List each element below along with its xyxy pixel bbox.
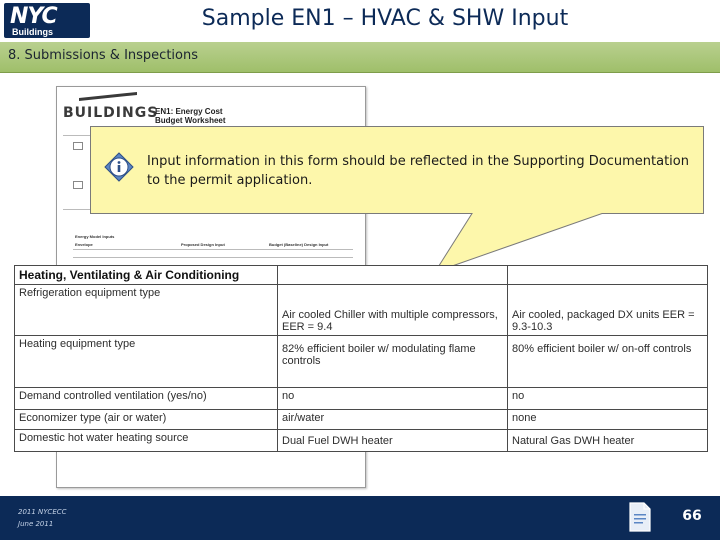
row-label: Refrigeration equipment type [15, 285, 278, 336]
table-row [15, 336, 708, 388]
page-number: 66 [682, 508, 702, 524]
footer-date: June 2011 [18, 520, 54, 528]
table-heading: Heating, Ventilating & Air Conditioning [15, 266, 278, 285]
proposed-value: air/water [278, 410, 508, 430]
worksheet-logo: BUILDINGS [63, 105, 159, 121]
baseline-value: none [508, 410, 708, 430]
info-icon [104, 152, 134, 182]
callout-shape [90, 126, 704, 276]
proposed-value: no [278, 388, 508, 410]
baseline-value: no [508, 388, 708, 410]
slide-footer [0, 496, 720, 540]
worksheet-label: Budget (Baseline) Design Input [269, 242, 329, 247]
table-heading-row [15, 266, 708, 285]
document-icon[interactable] [628, 502, 652, 532]
section-bar [0, 42, 720, 73]
worksheet-label: Energy Model Inputs [75, 234, 115, 239]
baseline-value: Air cooled, packaged DX units EER = 9.3-10.3 [508, 285, 708, 336]
hvac-table [14, 265, 708, 452]
table-row [15, 410, 708, 430]
table-row [15, 388, 708, 410]
table-cell [508, 266, 708, 285]
proposed-value: 82% efficient boiler w/ modulating flame controls [278, 336, 508, 388]
slide-title: Sample EN1 – HVAC & SHW Input [201, 6, 569, 31]
row-label: Economizer type (air or water) [15, 410, 278, 430]
nyc-buildings-logo [4, 3, 90, 38]
table-row [15, 430, 708, 452]
section-label: 8. Submissions & Inspections [8, 48, 198, 63]
row-label: Demand controlled ventilation (yes/no) [15, 388, 278, 410]
worksheet-checkbox [73, 142, 83, 150]
worksheet-label: Envelope [75, 242, 93, 247]
proposed-value: Dual Fuel DWH heater [278, 430, 508, 452]
slide-header [0, 0, 720, 42]
baseline-value: Natural Gas DWH heater [508, 430, 708, 452]
table-row [15, 285, 708, 336]
table-cell [278, 266, 508, 285]
footer-code: 2011 NYCECC [18, 508, 67, 516]
logo-subtext: Buildings [12, 27, 53, 37]
worksheet-checkbox [73, 181, 83, 189]
logo-text: NYC [10, 4, 57, 29]
worksheet-label: Proposed Design Input [181, 242, 225, 247]
callout-text: Input information in this form should be reflected in the Supporting Documentation to the permit application. [147, 154, 689, 188]
row-label: Heating equipment type [15, 336, 278, 388]
proposed-value: Air cooled Chiller with multiple compressors, EER = 9.4 [278, 285, 508, 336]
row-label: Domestic hot water heating source [15, 430, 278, 452]
worksheet-title: EN1: Energy Cost Budget Worksheet [155, 107, 226, 125]
baseline-value: 80% efficient boiler w/ on-off controls [508, 336, 708, 388]
